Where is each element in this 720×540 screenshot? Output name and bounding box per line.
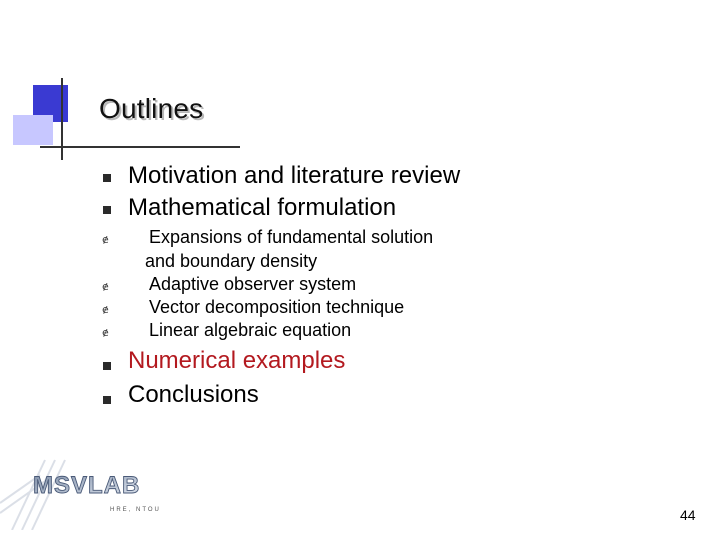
outline-subitem-expansions: Expansions of fundamental solution [149,227,434,247]
outline-subitem-expansions-continuation: and boundary density [145,251,318,271]
outline-subitem-observer: Adaptive observer system [149,274,357,294]
sub-bullet-icon: ɇ [102,326,109,339]
outline-item-numerical: Numerical examples [128,347,346,374]
outline-subitem-linear: Linear algebraic equation [149,320,352,340]
sub-bullet-icon: ɇ [102,233,109,246]
decor-horizontal-line [40,146,240,148]
outline-item-motivation: Motivation and literature review [128,162,461,189]
sub-bullet-icon: ɇ [102,280,109,293]
bullet-square-icon [103,206,111,214]
page-number: 44 [680,507,696,523]
slide-title: Outlines [99,93,204,124]
outline-subitem-vector: Vector decomposition technique [149,297,405,317]
bullet-square-icon [103,174,111,182]
bullet-square-icon [103,362,111,370]
bullet-square-icon [103,396,111,404]
outline-item-formulation: Mathematical formulation [128,194,397,221]
decor-square-lavender [13,115,53,145]
sub-bullet-icon: ɇ [102,303,109,316]
logo-subtext: HRE, NTOU [110,507,161,513]
outline-item-conclusions: Conclusions [128,381,259,408]
msvlab-logo [0,455,185,530]
logo-text: MSVLAB [33,472,141,499]
